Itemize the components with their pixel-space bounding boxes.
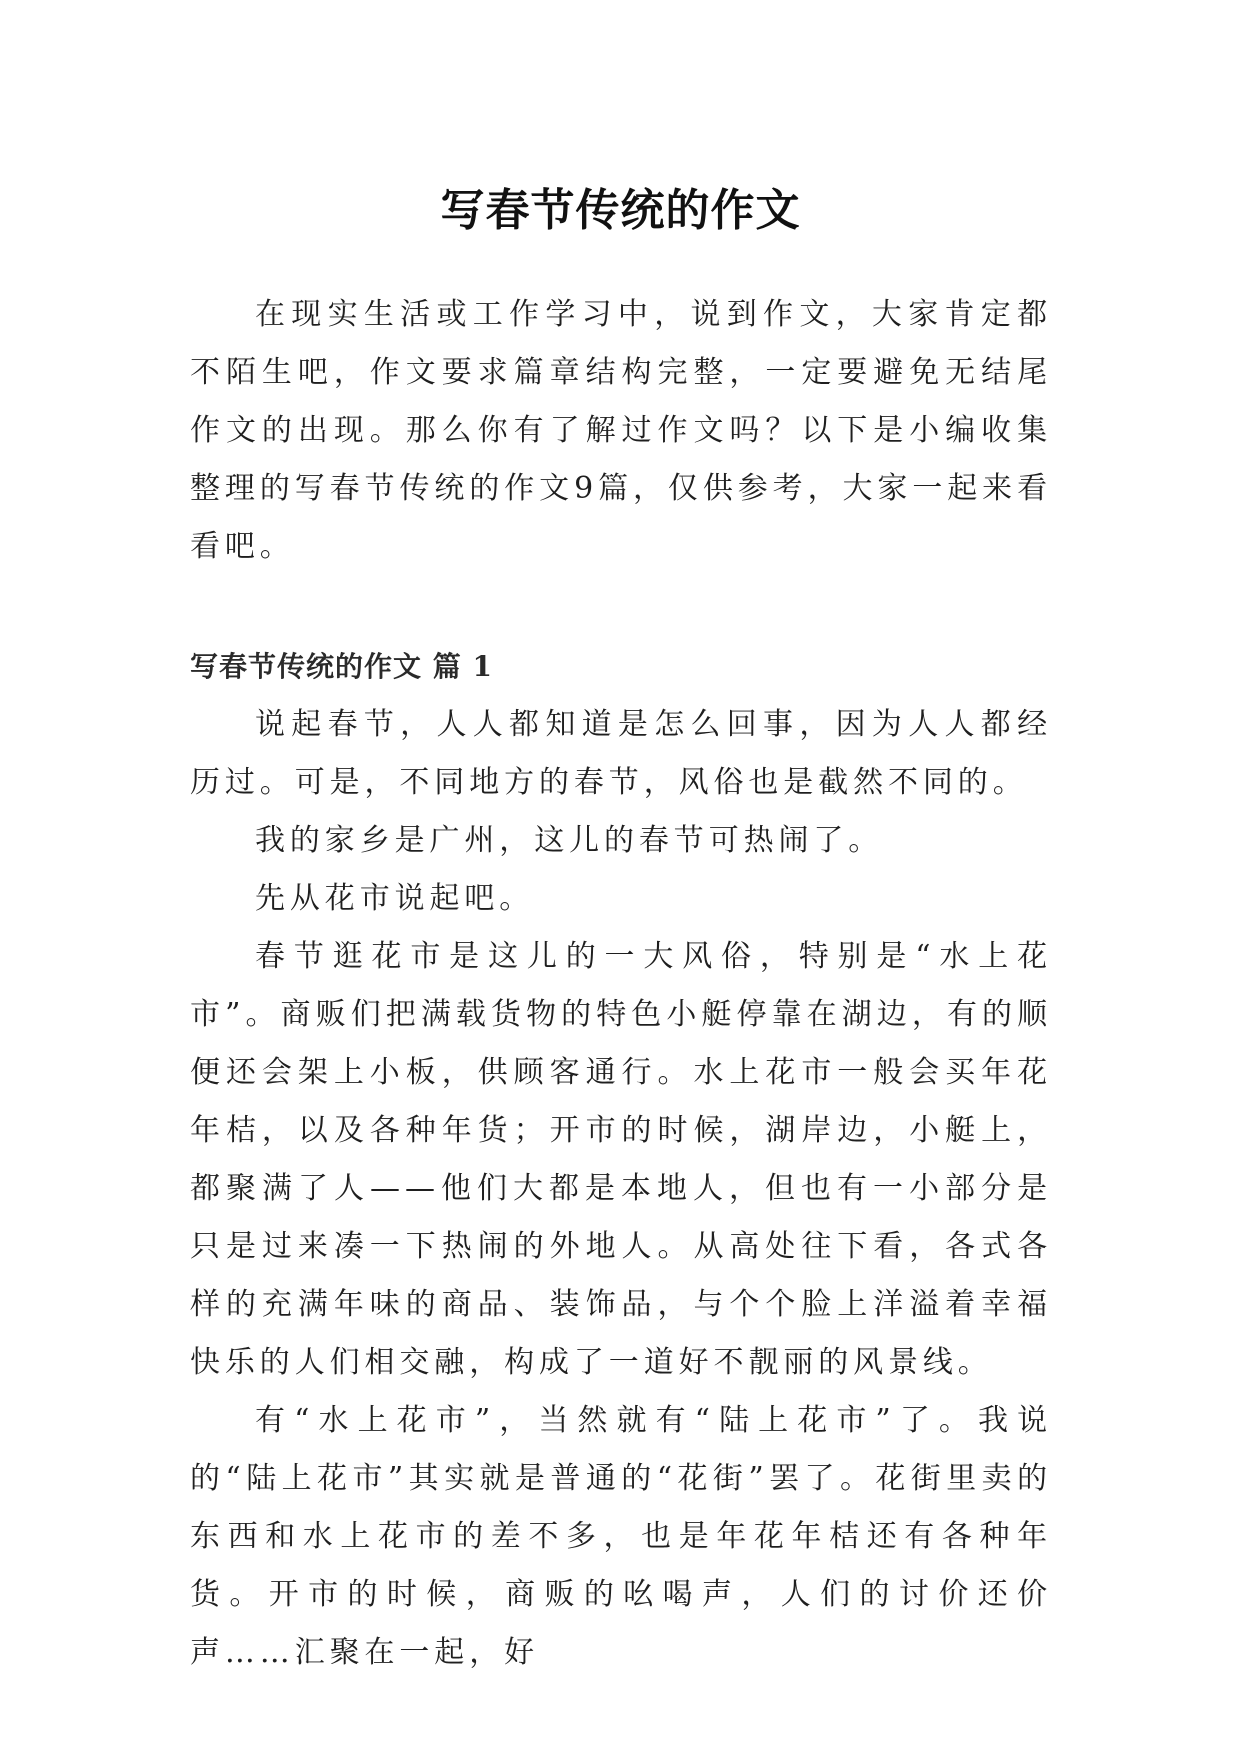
body-paragraph: 我的家乡是广州，这儿的春节可热闹了。 — [255, 823, 884, 858]
body-paragraph: 有“水上花市”，当然就有“陆上花市”了。我说的“陆上花市”其实就是普通的“花街”罢了。花街里卖的东西和水上花市的差不多，也是年花年桔还有各种年货。开市的时候，商贩的吆喝声，人们的讨价还价声……汇聚在一起，好 — [190, 1403, 1052, 1670]
section-spacer — [190, 576, 1052, 638]
intro-paragraph: 在现实生活或工作学习中，说到作文，大家肯定都不陌生吧，作文要求篇章结构完整，一定要避免无结尾作文的出现。那么你有了解过作文吗？以下是小编收集整理的写春节传统的作文9篇，仅供参考，大家一起来看看吧。 — [190, 297, 1052, 564]
document-title: 写春节传统的作文 — [440, 185, 801, 237]
document-body — [190, 286, 1052, 1682]
body-paragraph: 说起春节，人人都知道是怎么回事，因为人人都经历过。可是，不同地方的春节，风俗也是截然不同的。 — [190, 707, 1052, 800]
body-paragraph: 春节逛花市是这儿的一大风俗，特别是“水上花市”。商贩们把满载货物的特色小艇停靠在湖边，有的顺便还会架上小板，供顾客通行。水上花市一般会买年花年桔，以及各种年货；开市的时候，湖岸边，小艇上，都聚满了人——他们大都是本地人，但也有一小部分是只是过来凑一下热闹的外地人。从高处往下看，各式各样的充满年味的商品、装饰品，与个个脸上洋溢着幸福快乐的人们相交融，构成了一道好不靓丽的风景线。 — [190, 939, 1052, 1380]
section-heading: 写春节传统的作文 篇 1 — [190, 650, 493, 683]
body-paragraph: 先从花市说起吧。 — [255, 881, 535, 916]
